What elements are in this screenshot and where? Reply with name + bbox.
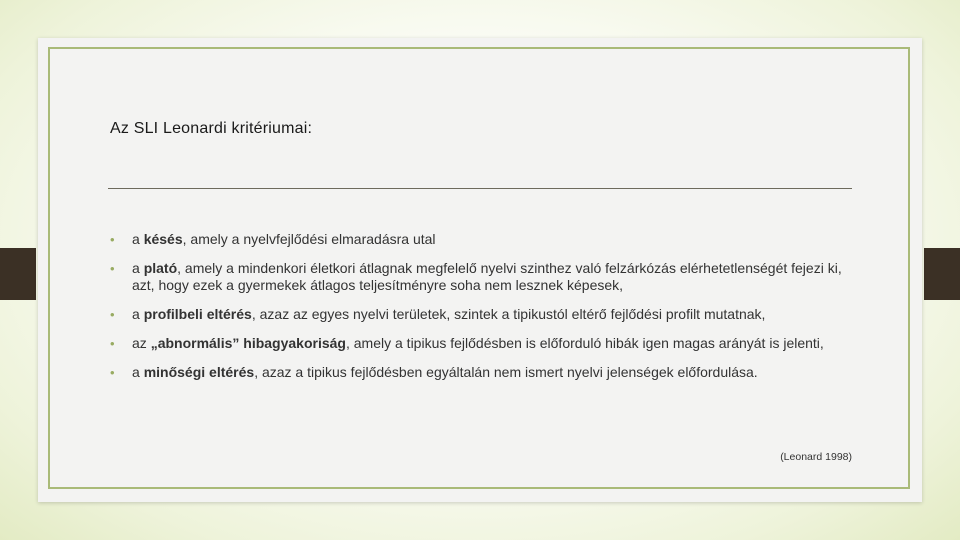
right-side-tab (924, 248, 960, 300)
criterion-description: , amely a tipikus fejlődésben is előforduló hibák igen magas arányát is jelenti, (345, 335, 824, 351)
criterion-term: minőségi eltérés (143, 364, 255, 380)
criterion-term: késés (143, 231, 183, 247)
criterion-prefix: a (132, 306, 144, 322)
criterion-item (110, 306, 852, 323)
bullet-icon: • (110, 232, 115, 247)
criterion-description: , azaz a tipikus fejlődésben egyáltalán nem ismert nyelvi jelenségek előfordulása. (254, 364, 758, 380)
criterion-prefix: az (132, 335, 151, 351)
criterion-item (110, 231, 852, 248)
bullet-icon: • (110, 261, 115, 276)
criterion-prefix: a (132, 364, 144, 380)
criterion-description: , amely a mindenkori életkori átlagnak megfelelő nyelvi szinthez való felzárkózás elérhetetlenségét fejezi ki, azt, hogy ezek a gyermekek átlagos teljesítményre soha nem lesznek képesek, (132, 260, 842, 293)
citation: (Leonard 1998) (780, 451, 852, 463)
criterion-term: „abnormális” hibagyakoriság (150, 335, 346, 351)
slide-title: Az SLI Leonardi kritériumai: (110, 120, 313, 137)
criterion-description: , amely a nyelvfejlődési elmaradásra utal (182, 231, 436, 247)
title-divider (108, 188, 852, 189)
criterion-item (110, 364, 852, 381)
criterion-prefix: a (132, 231, 144, 247)
bullet-icon: • (110, 307, 115, 322)
slide-card (38, 38, 922, 502)
criterion-description: , azaz az egyes nyelvi területek, szintek a tipikustól eltérő fejlődési profilt mutatnak, (251, 306, 766, 322)
bullet-icon: • (110, 365, 115, 380)
criterion-item (110, 335, 852, 352)
criterion-term: profilbeli eltérés (143, 306, 252, 322)
left-side-tab (0, 248, 36, 300)
criterion-term: plató (143, 260, 178, 276)
criteria-list (110, 231, 852, 393)
criterion-item (110, 260, 852, 294)
bullet-icon: • (110, 336, 115, 351)
criterion-prefix: a (132, 260, 144, 276)
